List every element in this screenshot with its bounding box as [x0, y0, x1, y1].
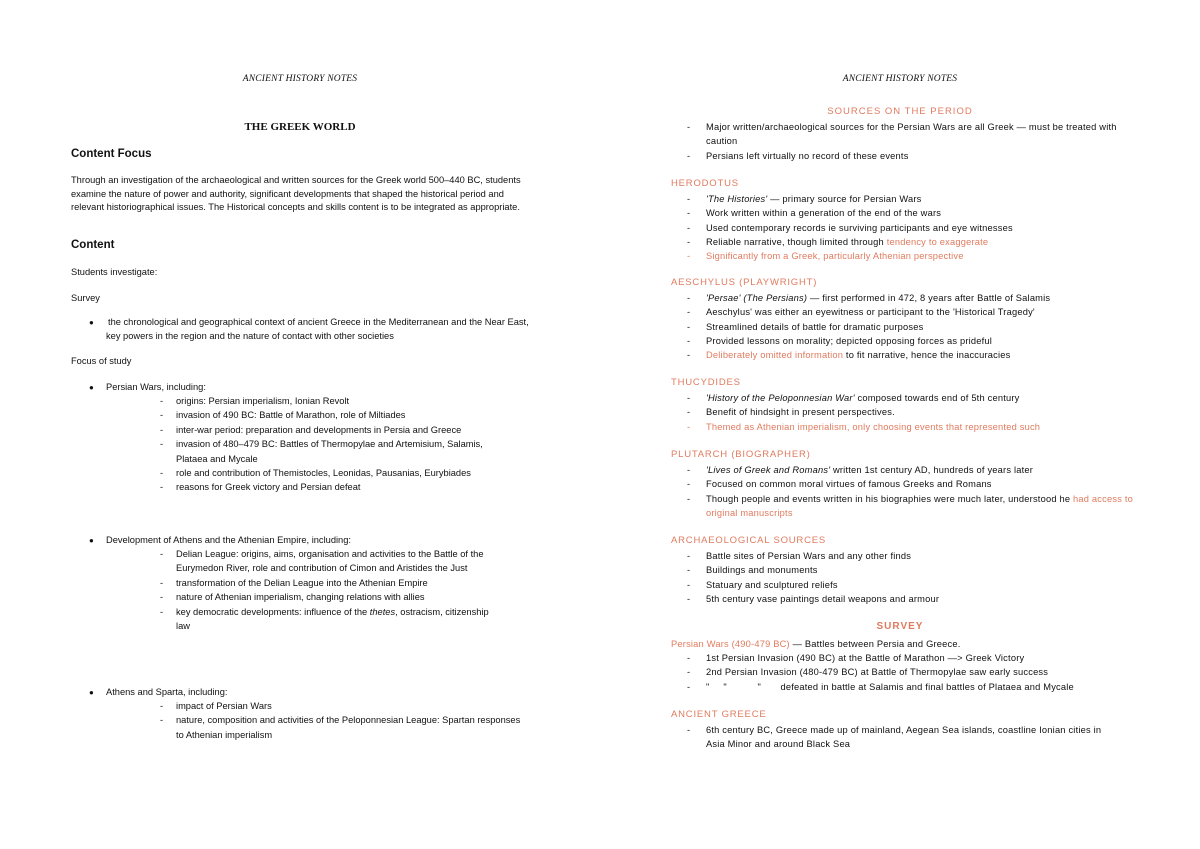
item-text-italic: thetes: [369, 606, 396, 617]
content-focus-text: Through an investigation of the archaeological and written sources for the Greek world 500–440 BC, students examine the nature of power and authority, significant developments that shaped the historical period and relevant historiographical issues. The Historical concepts and skills content is to be integrated as appropriate.: [71, 175, 521, 213]
persian-wars-list: [160, 394, 520, 495]
herodotus-heading: HERODOTUS: [671, 178, 739, 189]
herodotus-list: [687, 192, 1127, 263]
list-item: - 5th century vase paintings detail weapons and armour: [687, 592, 1127, 606]
item-text: key democratic developments: influence of the: [176, 606, 370, 617]
persian-wars-bullet: Persian Wars, including:: [106, 382, 206, 392]
sparta-list: [160, 699, 530, 742]
list-item: [687, 492, 1137, 521]
item-highlight: Deliberately omitted information: [706, 350, 844, 361]
bullet-icon: ●: [89, 536, 94, 545]
list-item: - " " " defeated in battle at Salamis and final battles of Plataea and Mycale: [687, 680, 1137, 694]
item-text: Though people and events written in his biographies were much later, understood he: [706, 493, 1074, 504]
list-item: - role and contribution of Themistocles, Leonidas, Pausanias, Eurybiades: [160, 466, 520, 480]
item-text-italic: 'Persae' (The Persians): [706, 293, 808, 303]
archaeological-heading: ARCHAEOLOGICAL SOURCES: [671, 535, 827, 546]
bullet-icon: ●: [89, 688, 94, 697]
item-text: , ostracism, citizenship law: [176, 606, 489, 632]
item-text-italic: 'Lives of Greek and Romans': [706, 465, 831, 475]
list-item: - invasion of 480–479 BC: Battles of Thermopylae and Artemisium, Salamis, Plataea and Mycale: [160, 437, 496, 466]
list-item: - Major written/archaeological sources for the Persian Wars are all Greek — must be treated with caution: [687, 120, 1117, 149]
right-page: [600, 0, 1200, 849]
item-text: Reliable narrative, though limited through: [706, 236, 887, 247]
list-item: [687, 235, 1127, 249]
list-item: - Aeschylus' was either an eyewitness or participant to the 'Historical Tragedy': [687, 305, 1127, 319]
persian-wars-list: [687, 651, 1137, 694]
ancient-greece-list: [687, 723, 1117, 752]
list-item: - 2nd Persian Invasion (480-479 BC) at Battle of Thermopylae saw early success: [687, 665, 1137, 679]
item-highlight: tendency to exaggerate: [886, 236, 989, 247]
persian-wars-line: [671, 637, 1131, 651]
list-item: - 1st Persian Invasion (490 BC) at the Battle of Marathon —> Greek Victory: [687, 651, 1137, 665]
persian-wars-text: — Battles between Persia and Greece.: [789, 639, 961, 649]
persian-wars-highlight: Persian Wars (490-479 BC): [671, 639, 790, 649]
content-focus-heading: Content Focus: [71, 148, 152, 160]
list-item: - Focused on common moral virtues of famous Greeks and Romans: [687, 477, 1137, 491]
list-item: - Buildings and monuments: [687, 563, 1127, 577]
list-item: - Benefit of hindsight in present perspectives.: [687, 405, 1127, 419]
page-title: THE GREEK WORLD: [244, 121, 356, 133]
sources-heading: SOURCES ON THE PERIOD: [827, 106, 973, 117]
list-item: - Streamlined details of battle for dramatic purposes: [687, 320, 1127, 334]
item-text: composed towards end of 5th century: [854, 393, 1020, 403]
list-item: [687, 291, 1127, 305]
item-text-italic: 'History of the Peloponnesian War': [706, 393, 855, 403]
list-item: - nature, composition and activities of the Peloponnesian League: Spartan responses to Athenian imperialism: [160, 713, 530, 742]
item-text-italic: 'The Histories': [706, 194, 768, 204]
page-header: ANCIENT HISTORY NOTES: [242, 74, 358, 84]
item-text: — first performed in 472, 8 years after Battle of Salamis: [807, 293, 1051, 303]
list-item: - Work written within a generation of the end of the wars: [687, 206, 1127, 220]
sources-list: [687, 120, 1117, 163]
list-item: - Provided lessons on morality; depicted opposing forces as prideful: [687, 334, 1127, 348]
item-highlight: had access to original manuscripts: [706, 493, 1133, 518]
list-item: [687, 391, 1127, 405]
list-item: - 6th century BC, Greece made up of mainland, Aegean Sea islands, coastline Ionian cities in Asia Minor and around Black Sea: [687, 723, 1117, 752]
archaeological-list: [687, 549, 1127, 606]
bullet-icon: ●: [89, 318, 94, 327]
page-header: ANCIENT HISTORY NOTES: [842, 74, 958, 84]
list-item: - Significantly from a Greek, particularly Athenian perspective: [687, 249, 1127, 263]
athens-bullet: Development of Athens and the Athenian Empire, including:: [106, 535, 351, 545]
sparta-bullet: Athens and Sparta, including:: [106, 687, 228, 697]
list-item: - Themed as Athenian imperialism, only choosing events that represented such: [687, 420, 1127, 434]
ancient-greece-heading: ANCIENT GREECE: [671, 709, 767, 720]
list-item: - origins: Persian imperialism, Ionian Revolt: [160, 394, 520, 408]
list-item: - Used contemporary records ie surviving participants and eye witnesses: [687, 221, 1127, 235]
item-text: to fit narrative, hence the inaccuracies: [843, 350, 1011, 361]
list-item: - reasons for Greek victory and Persian defeat: [160, 480, 520, 494]
aeschylus-list: [687, 291, 1127, 362]
list-item: - nature of Athenian imperialism, changing relations with allies: [160, 590, 520, 604]
survey-heading: SURVEY: [876, 621, 924, 632]
list-item: - Battle sites of Persian Wars and any other finds: [687, 549, 1127, 563]
survey-bullet-text: the chronological and geographical context of ancient Greece in the Mediterranean and the Near East, key powers in the region and the nature of contact with other societies: [106, 317, 529, 342]
students-investigate: Students investigate:: [71, 267, 158, 277]
thucydides-heading: THUCYDIDES: [671, 377, 741, 388]
list-item: - transformation of the Delian League into the Athenian Empire: [160, 576, 520, 590]
list-item: - Delian League: origins, aims, organisation and activities to the Battle of the Eurymedon River, role and contribution of Cimon and Aristides the Just: [160, 547, 520, 576]
thucydides-list: [687, 391, 1127, 434]
plutarch-heading: PLUTARCH (BIOGRAPHER): [671, 449, 811, 460]
list-item: - invasion of 490 BC: Battle of Marathon, role of Miltiades: [160, 408, 520, 422]
list-item: [687, 348, 1127, 362]
item-text: written 1st century AD, hundreds of years later: [830, 465, 1034, 475]
plutarch-list: [687, 463, 1137, 520]
list-item: - impact of Persian Wars: [160, 699, 530, 713]
survey-label: Survey: [71, 293, 100, 303]
list-item: - Statuary and sculptured reliefs: [687, 578, 1127, 592]
list-item: [687, 192, 1127, 206]
list-item: - inter-war period: preparation and developments in Persia and Greece: [160, 423, 520, 437]
bullet-icon: ●: [89, 383, 94, 392]
focus-label: Focus of study: [71, 356, 132, 366]
list-item: - Persians left virtually no record of these events: [687, 149, 1117, 163]
item-text: — primary source for Persian Wars: [767, 194, 922, 204]
list-item: [687, 463, 1137, 477]
aeschylus-heading: AESCHYLUS (PLAYWRIGHT): [671, 277, 818, 288]
list-item: [160, 605, 496, 634]
athens-list: [160, 547, 520, 633]
content-heading: Content: [71, 239, 115, 251]
